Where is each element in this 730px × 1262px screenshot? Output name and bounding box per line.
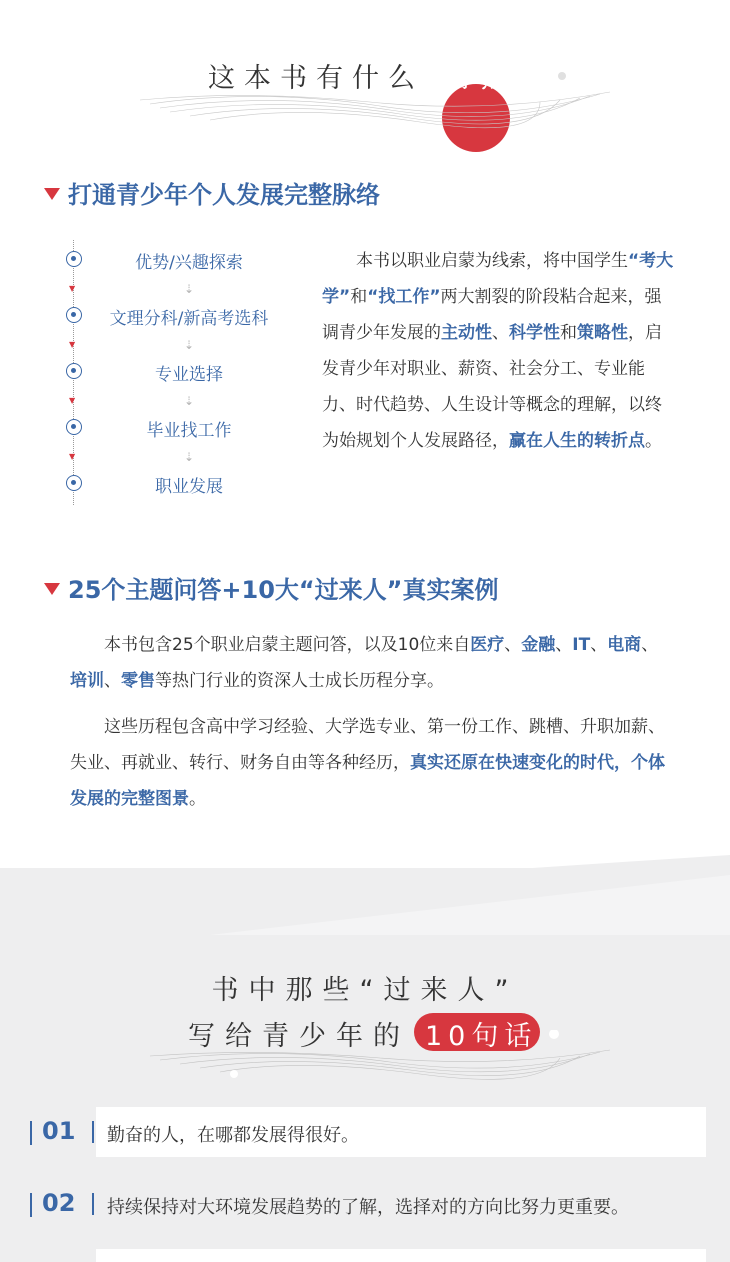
flow-node-icon [66, 475, 82, 491]
feature1-heading [44, 175, 380, 210]
flow-step: 文理分科/新高考选科 [109, 309, 269, 329]
flow-node-icon [66, 419, 82, 435]
triangle-bullet-icon [44, 188, 60, 200]
keyword: 科学性 [509, 323, 560, 343]
divider-tick [92, 1121, 94, 1143]
sayings-title-line1: 书中那些“过来人” [211, 975, 519, 1006]
text: ，启发青少年对职业、薪资、社会分工、专业能力、时代趋势、人生设计等概念的理解，以终为始规划个人发展路径， [322, 323, 662, 451]
decorative-wave [130, 70, 620, 132]
keyword: 零售 [121, 671, 155, 691]
sayings-title-line2: 写给青少年的 [188, 1021, 410, 1052]
text: 和 [560, 323, 577, 343]
saying-text: 勤奋的人，在哪都发展得很好。 [107, 1125, 359, 1146]
triangle-bullet-icon [44, 583, 60, 595]
saying-number [30, 1117, 75, 1145]
keyword: “找工作” [367, 287, 441, 307]
red-dot-icon: ▼ [69, 284, 76, 293]
text: 、 [590, 635, 608, 655]
flow-step: 专业选择 [155, 365, 223, 385]
background-slant [0, 855, 730, 935]
saying-text: 持续保持对大环境发展趋势的了解，选择对的方向比努力更重要。 [107, 1197, 629, 1218]
feature1-heading-text: 打通青少年个人发展完整脉络 [68, 181, 380, 209]
text: 这些历程包含高中学习经验、大学选专业、第一份工作、跳槽、升职加薪、失业、再就业、转行、财务自由等各种经历， [70, 717, 665, 773]
keyword: 培训 [70, 671, 104, 691]
red-dot-icon: ▼ [69, 452, 76, 461]
down-arrow-icon: ⇣ [184, 282, 195, 296]
feature2-paragraph-2 [70, 709, 674, 817]
down-arrow-icon: ⇣ [184, 394, 195, 408]
saying-number-text: 01 [42, 1117, 76, 1145]
divider-tick [92, 1193, 94, 1215]
text: 。 [645, 431, 662, 451]
text: 和 [350, 287, 368, 307]
text: 本书以职业启蒙为线索，将中国学生 [356, 251, 628, 271]
keyword: IT [572, 635, 591, 655]
text: 等热门行业的资深人士成长历程分享。 [155, 671, 444, 691]
keyword: “考大学” [322, 251, 674, 307]
down-arrow-icon: ⇣ [184, 338, 195, 352]
text: 两大割裂的阶段粘合起来，强调青少年发展的 [322, 287, 662, 343]
red-dot-icon: ▼ [69, 396, 76, 405]
sayings-title-highlight: 10句话 [425, 1021, 538, 1052]
flow-step: 毕业找工作 [146, 421, 232, 441]
flow-node-icon [66, 307, 82, 323]
saying-number [30, 1189, 75, 1217]
keyword: 医疗 [470, 635, 505, 655]
text: 。 [189, 789, 206, 809]
keyword: 真实还原在快速变化的时代，个体发展的完整图景 [70, 753, 665, 809]
feature2-heading-text: 25个主题问答+10大“过来人”真实案例 [68, 576, 499, 604]
flow-node-icon [66, 251, 82, 267]
red-dot-icon: ▼ [69, 340, 76, 349]
keyword: 策略性 [577, 323, 628, 343]
down-arrow-icon: ⇣ [184, 450, 195, 464]
saying-card [96, 1249, 706, 1262]
feature2-paragraph-1 [70, 627, 674, 699]
saying-number-text: 02 [42, 1189, 76, 1217]
flow-node-icon [66, 363, 82, 379]
section-title-highlight: 特点 [445, 63, 517, 94]
flow-step: 优势/兴趣探索 [135, 253, 243, 273]
text: 、 [504, 635, 522, 655]
keyword: 赢在人生的转折点 [509, 431, 645, 451]
text: 本书包含25个职业启蒙主题问答，以及10位来自 [104, 635, 471, 655]
text: 、 [104, 671, 121, 691]
text: 、 [492, 323, 509, 343]
keyword: 金融 [521, 635, 556, 655]
development-flow [60, 240, 320, 505]
text: 、 [641, 635, 659, 655]
feature1-paragraph [322, 243, 674, 459]
keyword: 主动性 [441, 323, 492, 343]
section-title-plain: 这本书有什么 [208, 63, 424, 94]
decorative-wave [140, 1030, 620, 1090]
feature2-heading [44, 570, 498, 605]
keyword: 电商 [607, 635, 642, 655]
flow-step: 职业发展 [155, 477, 223, 497]
text: 、 [555, 635, 573, 655]
